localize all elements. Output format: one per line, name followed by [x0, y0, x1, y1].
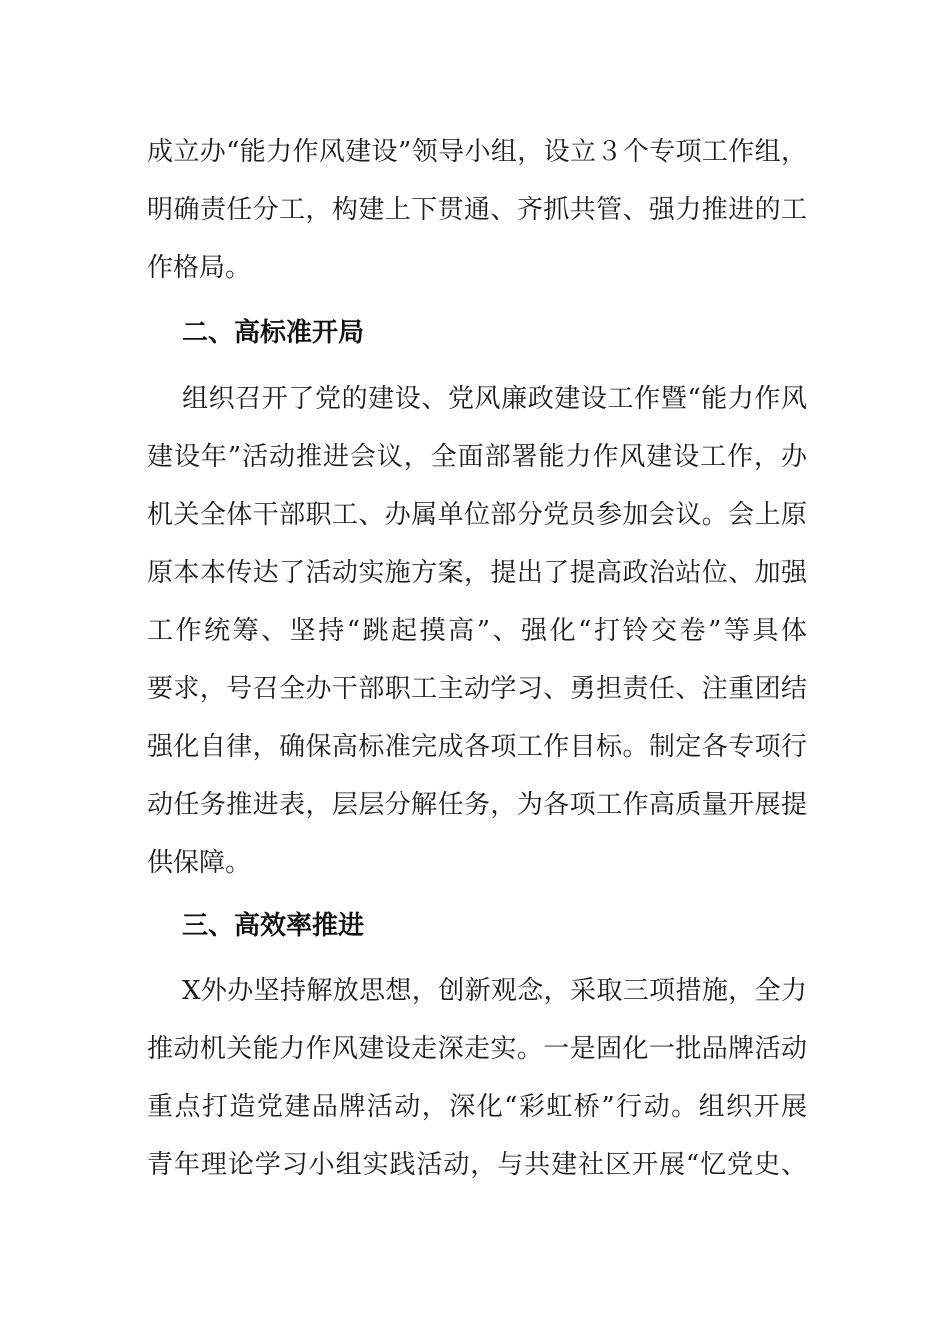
section-heading: 二、高标准开局	[182, 318, 365, 348]
section-heading: 三、高效率推进	[182, 911, 365, 941]
paragraph-line: 重点打造党建品牌活动，深化“彩虹桥”行动。组织开展	[147, 1092, 807, 1122]
paragraph-line: 明确责任分工，构建上下贯通、齐抓共管、强力推进的工	[147, 195, 807, 225]
paragraph-line: 推动机关能力作风建设走深走实。一是固化一批品牌活动	[147, 1034, 807, 1064]
paragraph-line: 机关全体干部职工、办属单位部分党员参加会议。会上原	[147, 500, 807, 530]
paragraph-line: 工作统筹、坚持“跳起摸高”、强化“打铃交卷”等具体	[147, 616, 807, 646]
paragraph-line: 供保障。	[147, 848, 252, 878]
paragraph-line: 动任务推进表，层层分解任务，为各项工作高质量开展提	[147, 790, 807, 820]
paragraph-line: X外办坚持解放思想，创新观念，采取三项措施，全力	[182, 976, 807, 1006]
paragraph-line: 组织召开了党的建设、党风廉政建设工作暨“能力作风	[182, 384, 807, 414]
paragraph-line: 要求，号召全办干部职工主动学习、勇担责任、注重团结	[147, 674, 807, 704]
paragraph-line: 作格局。	[147, 253, 252, 283]
paragraph-line: 原本本传达了活动实施方案，提出了提高政治站位、加强	[147, 558, 807, 588]
paragraph-line: 建设年”活动推进会议，全面部署能力作风建设工作，办	[147, 442, 807, 472]
paragraph-line: 成立办“能力作风建设”领导小组，设立３个专项工作组，	[147, 137, 807, 167]
paragraph-line: 青年理论学习小组实践活动，与共建社区开展“忆党史、	[147, 1150, 807, 1180]
paragraph-line: 强化自律，确保高标准完成各项工作目标。制定各专项行	[147, 732, 807, 762]
